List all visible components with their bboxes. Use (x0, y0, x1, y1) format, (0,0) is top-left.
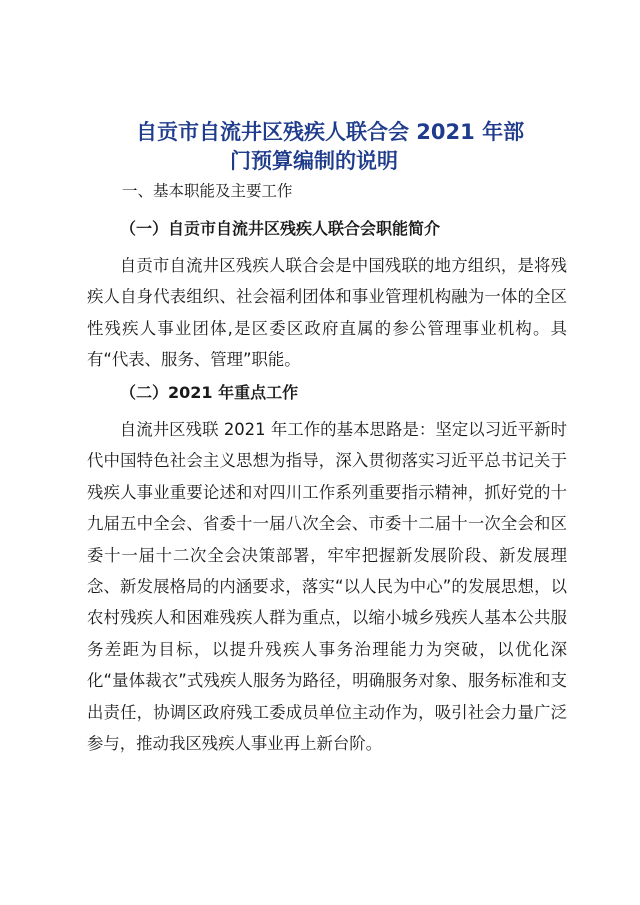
paragraph-functions-intro: 自贡市自流井区残疾人联合会是中国残联的地方组织，是将残疾人自身代表组织、社会福利团体和事业管理机构融为一体的全区性残疾人事业团体,是区委区政府直属的参公管理事业机构。具有“代表、服务、管理”职能。 (87, 256, 567, 370)
document-title-line-2: 门预算编制的说明 (230, 149, 398, 173)
section-heading-basic-functions: 一、基本职能及主要工作 (122, 182, 293, 200)
subsection-heading-functions-intro: （一）自贡市自流井区残疾人联合会职能简介 (120, 219, 441, 238)
subsection-heading-2021-key-work: （二）2021 年重点工作 (120, 383, 299, 402)
document-title-line-1: 自贡市自流井区残疾人联合会 2021 年部 (136, 120, 525, 144)
paragraph-2021-key-work: 自流井区残联 2021 年工作的基本思路是：坚定以习近平新时代中国特色社会主义思想为指导，深入贯彻落实习近平总书记关于残疾人事业重要论述和对四川工作系列重要指示精神，抓好党的十九届五中全会、省委十一届八次全会、市委十二届十一次全会和区委十一届十二次全会决策部署，牢牢把握新发展阶段、新发展理念、新发展格局的内涵要求，落实“以人民为中心”的发展思想，以农村残疾人和困难残疾人群为重点，以缩小城乡残疾人基本公共服务差距为目标，以提升残疾人事务治理能力为突破，以优化深化“量体裁衣”式残疾人服务为路径，明确服务对象、服务标准和支出责任，协调区政府残工委成员单位主动作为，吸引社会力量广泛参与，推动我区残疾人事业再上新台阶。 (87, 420, 567, 754)
